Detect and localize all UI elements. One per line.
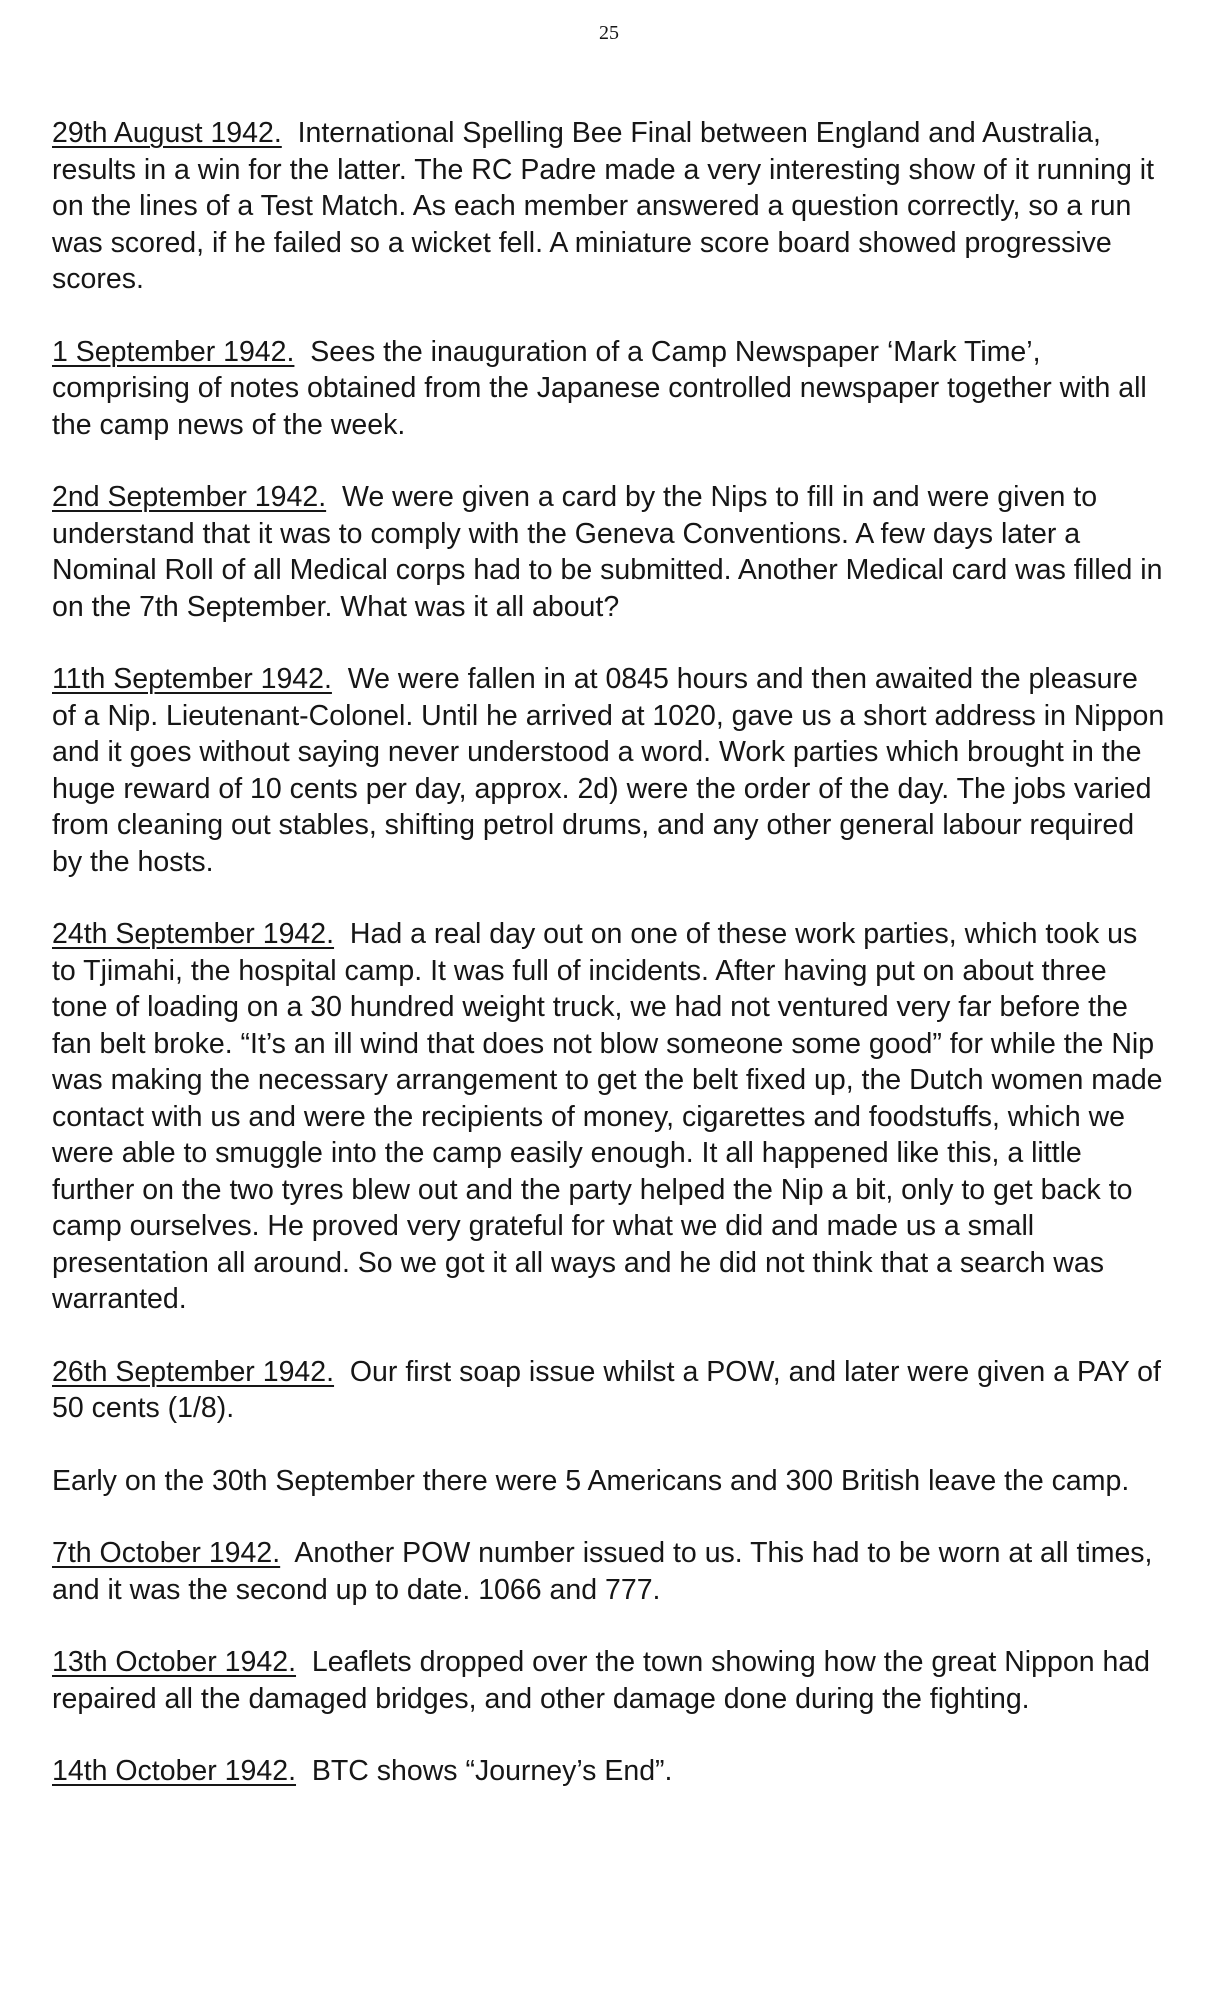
entry-date: 29th August 1942. <box>52 117 282 149</box>
entry-date: 2nd September 1942. <box>52 481 327 513</box>
entry-date: 13th October 1942. <box>52 1646 297 1678</box>
entry-text: We were given a card by the Nips to fill in and were given to understand that it was to comply with the Geneva Conventions. A few days later a Nominal Roll of all Medical corps had to be submitted. Another Medical card was filled in on the 7th September. What was it all about? <box>52 481 1163 623</box>
diary-entry <box>52 1463 1167 1500</box>
entry-date: 11th September 1942. <box>52 663 332 695</box>
diary-entry <box>52 479 1167 625</box>
entry-text: Had a real day out on one of these work parties, which took us to Tjimahi, the hospital camp. It was full of incidents. After having put on about three tone of loading on a 30 hundred weight truck, we had not ventured very far before the fan belt broke. “It’s an ill wind that does not blow someone some good” for while the Nip was making the necessary arrangement to get the belt fixed up, the Dutch women made contact with us and were the recipients of money, cigarettes and foodstuffs, which we were able to smuggle into the camp easily enough. It all happened like this, a little further on the two tyres blew out and the party helped the Nip a bit, only to get back to camp ourselves. He proved very grateful for what we did and made us a small presentation all around. So we got it all ways and he did not think that a search was warranted. <box>52 918 1163 1315</box>
diary-entry <box>52 1354 1167 1427</box>
entry-text: Our first soap issue whilst a POW, and later were given a PAY of 50 cents (1/8). <box>52 1355 1161 1424</box>
entry-text: We were fallen in at 0845 hours and then awaited the pleasure of a Nip. Lieutenant-Colonel. Until he arrived at 1020, gave us a short address in Nippon and it goes without saying never understood a word. Work parties which brought in the huge reward of 10 cents per day, approx. 2d) were the order of the day. The jobs varied from cleaning out stables, shifting petrol drums, and any other general labour required by the hosts. <box>52 663 1165 878</box>
diary-entry <box>52 1535 1167 1608</box>
entry-date: 24th September 1942. <box>52 918 335 950</box>
entry-date: 26th September 1942. <box>52 1355 335 1388</box>
diary-entry <box>52 1753 1167 1790</box>
diary-entries <box>52 115 1167 1826</box>
entry-date: 7th October 1942. <box>52 1537 281 1569</box>
diary-entry <box>52 115 1167 298</box>
diary-entry <box>52 661 1167 880</box>
entry-text: Another POW number issued to us. This had to be worn at all times, and it was the second up to date. 1066 and 777. <box>52 1537 1153 1606</box>
diary-entry <box>52 916 1167 1318</box>
diary-entry <box>52 1644 1167 1717</box>
entry-text: Sees the inauguration of a Camp Newspaper ‘Mark Time’, comprising of notes obtained from the Japanese controlled newspaper together with all the camp news of the week. <box>52 335 1147 441</box>
entry-text: Early on the 30th September there were 5 Americans and 300 British leave the camp. <box>52 1464 1130 1497</box>
diary-entry <box>52 334 1167 444</box>
page-number: 25 <box>599 22 619 44</box>
entry-text: Leaflets dropped over the town showing how the great Nippon had repaired all the damaged bridges, and other damage done during the fighting. <box>52 1646 1151 1715</box>
entry-date: 14th October 1942. <box>52 1755 297 1787</box>
entry-date: 1 September 1942. <box>52 335 295 368</box>
entry-text: International Spelling Bee Final between England and Australia, results in a win for the latter. The RC Padre made a very interesting show of it running it on the lines of a Test Match. As each member answered a question correctly, so a run was scored, if he failed so a wicket fell. A miniature score board showed progressive scores. <box>52 117 1155 295</box>
entry-text: BTC shows “Journey’s End”. <box>311 1755 673 1787</box>
